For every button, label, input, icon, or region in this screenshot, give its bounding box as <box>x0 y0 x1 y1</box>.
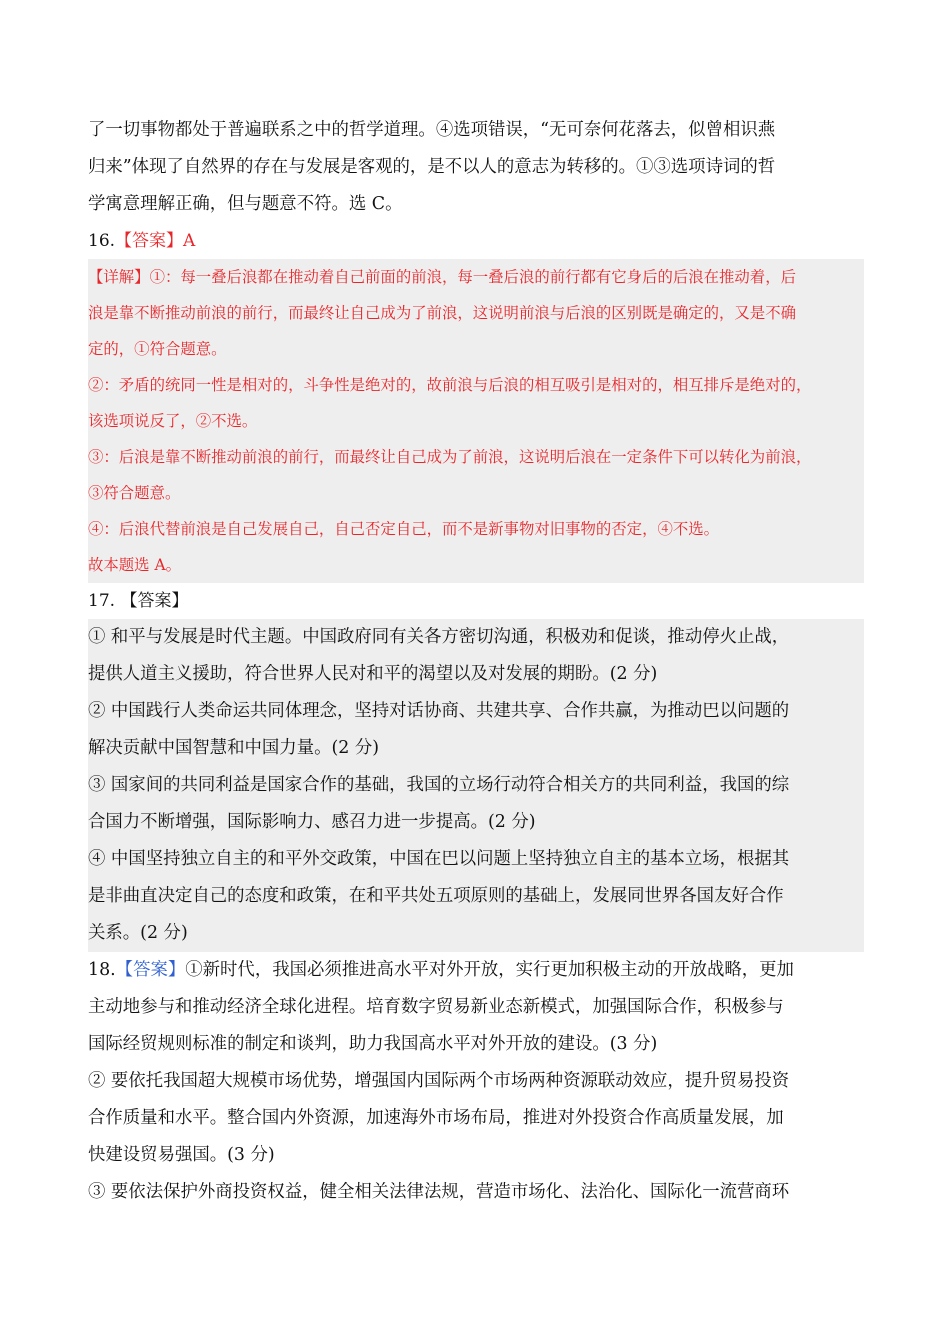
answer-line: ③ 国家间的共同利益是国家合作的基础，我国的立场行动符合相关方的共同利益，我国的综 <box>88 775 790 795</box>
text-line: 归来”体现了自然界的存在与发展是客观的，是不以人的意志为转移的。①③选项诗词的哲 <box>88 157 776 177</box>
answer-line: 合国力不断增强，国际影响力、感召力进一步提高。(2 分) <box>88 812 536 832</box>
answer-line: 提供人道主义援助，符合世界人民对和平的渴望以及对发展的期盼。(2 分) <box>88 664 658 684</box>
answer-line: 快建设贸易强国。(3 分) <box>88 1145 275 1165</box>
q16-answer-label: 【答案】A <box>115 231 196 251</box>
q16-number: 16. <box>88 231 116 251</box>
detail-line: 浪是靠不断推动前浪的前行，而最终让自己成为了前浪，这说明前浪与后浪的区别既是确定的，又是不确 <box>88 304 796 322</box>
q18-number: 18. <box>88 960 116 980</box>
answer-line: 解决贡献中国智慧和中国力量。(2 分) <box>88 738 380 758</box>
detail-line: 该选项说反了，②不选。 <box>88 412 258 430</box>
q18-answer-label: 【答案】 <box>115 960 186 980</box>
detail-line: ③：后浪是靠不断推动前浪的前行，而最终让自己成为了前浪，这说明后浪在一定条件下可以转化为前浪， <box>88 448 812 466</box>
q16-block <box>88 223 864 583</box>
q17-block <box>88 583 864 952</box>
answer-line: ④ 中国坚持独立自主的和平外交政策，中国在巴以问题上坚持独立自主的基本立场，根据其 <box>88 849 790 869</box>
q15-explanation-tail <box>88 112 864 223</box>
q16-header <box>88 223 864 259</box>
answer-line: ② 中国践行人类命运共同体理念，坚持对话协商、共建共享、合作共赢，为推动巴以问题的 <box>88 701 790 721</box>
q16-detail <box>88 259 864 583</box>
answer-line: ② 要依托我国超大规模市场优势，增强国内国际两个市场两种资源联动效应，提升贸易投资 <box>88 1071 790 1091</box>
q17-answer <box>88 619 864 952</box>
document-page <box>88 112 864 1211</box>
answer-line: ① 和平与发展是时代主题。中国政府同有关各方密切沟通，积极劝和促谈，推动停火止战， <box>88 627 790 647</box>
text-line: 了一切事物都处于普遍联系之中的哲学道理。④选项错误，“无可奈何花落去，似曾相识燕 <box>88 120 776 140</box>
answer-line: 合作质量和水平。整合国内外资源，加速海外市场布局，推进对外投资合作高质量发展，加 <box>88 1108 784 1128</box>
detail-line: 定的，①符合题意。 <box>88 340 227 358</box>
q18-block <box>88 952 864 1211</box>
answer-line: 国际经贸规则标准的制定和谈判，助力我国高水平对外开放的建设。(3 分) <box>88 1034 658 1054</box>
answer-line: ③ 要依法保护外商投资权益，健全相关法律法规，营造市场化、法治化、国际化一流营商环 <box>88 1182 790 1202</box>
answer-line: 是非曲直决定自己的态度和政策，在和平共处五项原则的基础上，发展同世界各国友好合作 <box>88 886 784 906</box>
detail-line: ③符合题意。 <box>88 484 181 502</box>
q18-first-line-text: ①新时代，我国必须推进高水平对外开放，实行更加积极主动的开放战略，更加 <box>185 960 794 980</box>
answer-line: 主动地参与和推动经济全球化进程。培育数字贸易新业态新模式，加强国际合作，积极参与 <box>88 997 784 1017</box>
q18-first-line <box>88 952 864 989</box>
detail-line: ②：矛盾的统同一性是相对的，斗争性是绝对的，故前浪与后浪的相互吸引是相对的，相互排斥是绝对的， <box>88 376 812 394</box>
detail-line: 故本题选 A。 <box>88 556 181 574</box>
answer-line: 关系。(2 分) <box>88 923 188 943</box>
q17-header: 17. 【答案】 <box>88 591 189 611</box>
detail-line: 【详解】①：每一叠后浪都在推动着自己前面的前浪，每一叠后浪的前行都有它身后的后浪在推动着，后 <box>88 268 796 286</box>
detail-line: ④：后浪代替前浪是自己发展自己，自己否定自己，而不是新事物对旧事物的否定，④不选。 <box>88 520 720 538</box>
text-line: 学寓意理解正确，但与题意不符。选 C。 <box>88 194 403 214</box>
